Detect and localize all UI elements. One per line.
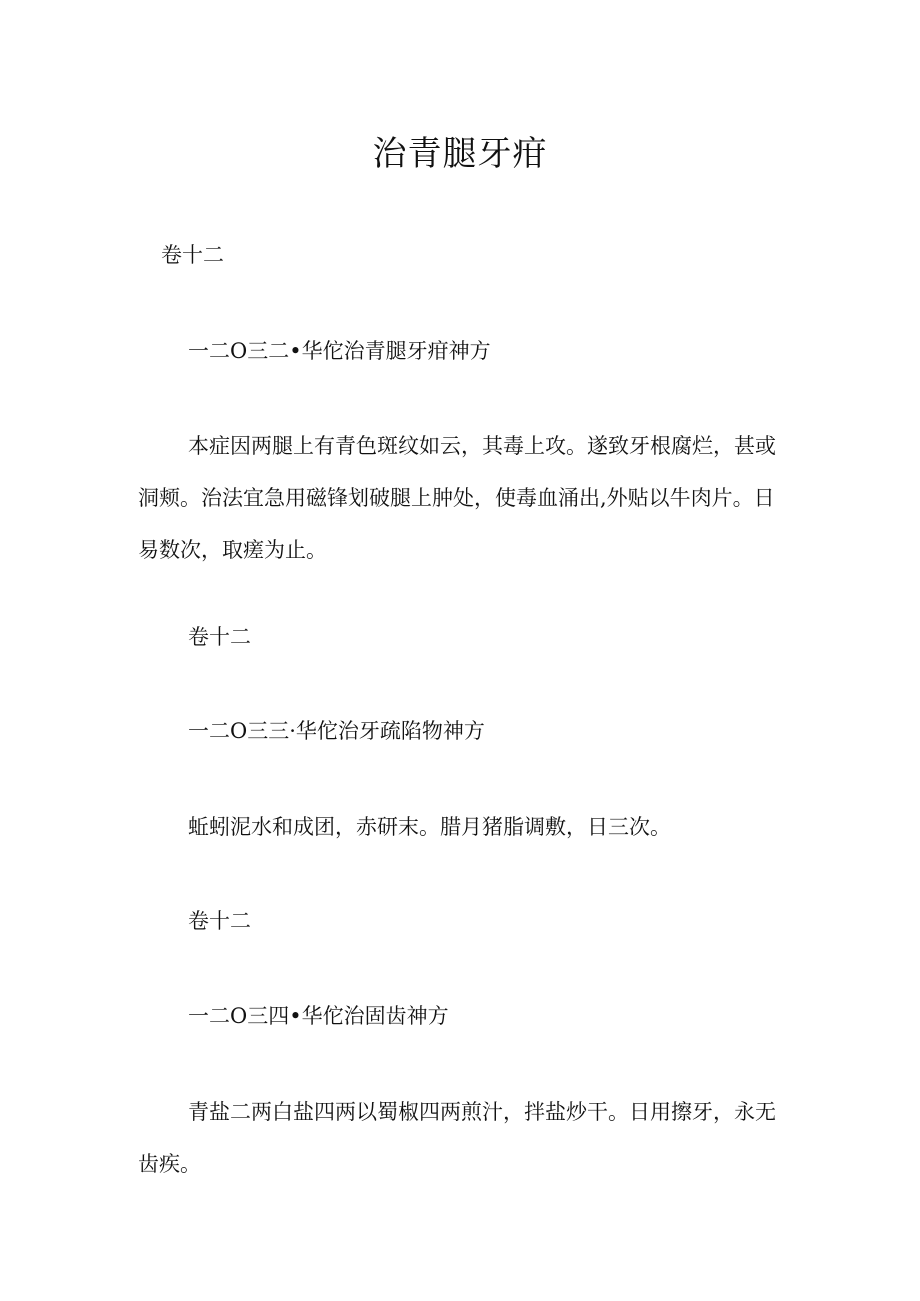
volume-label: 卷十二 (188, 909, 251, 933)
volume-label: 卷十二 (188, 625, 251, 649)
document-title: 治青腿牙疳 (372, 134, 548, 174)
section-body: 青盐二两白盐四两以蜀椒四两煎汁，拌盐炒干。日用擦牙，永无齿疾。 (138, 1100, 776, 1176)
section-body: 本症因两腿上有青色斑纹如云，其毒上攻。遂致牙根腐烂，甚或洞颊。治法宜急用磁锋划破腿上肿处，使毒血涌出,外贴以牛肉片。日易数次，取瘥为止。 (138, 434, 776, 562)
section-heading: 一二O三三·华佗治牙疏陷物神方 (188, 719, 485, 743)
section-heading: 一二O三二•华佗治青腿牙疳神方 (188, 339, 491, 363)
section-heading: 一二O三四•华佗治固齿神方 (188, 1004, 449, 1028)
section-body: 蚯蚓泥水和成团，赤研末。腊月猪脂调敷，日三次。 (188, 815, 671, 839)
volume-label: 卷十二 (161, 243, 224, 267)
